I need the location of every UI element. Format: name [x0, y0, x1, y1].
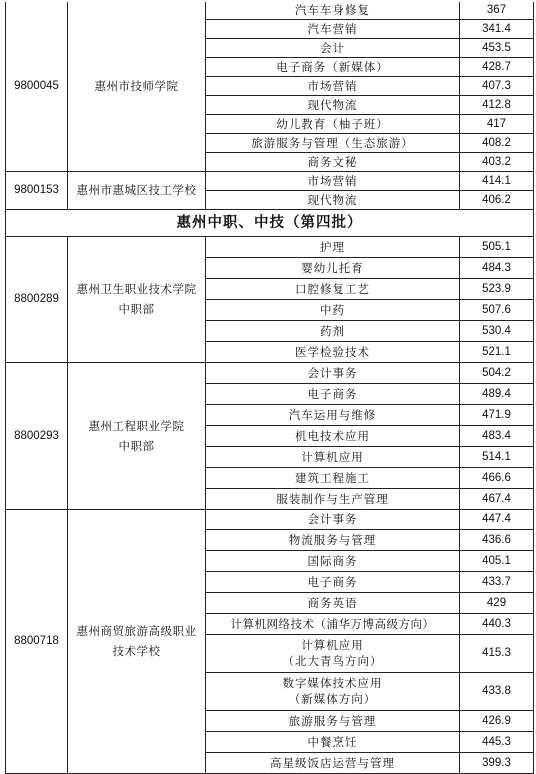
major-name: 会计事务 [206, 362, 460, 383]
major-name: 旅游服务与管理 [206, 710, 460, 731]
score-value: 484.3 [460, 257, 534, 278]
major-name-line2: （新媒体方向） [288, 692, 377, 706]
score-value: 489.4 [460, 383, 534, 404]
major-name: 市场营销 [206, 76, 460, 95]
school-code: 8800289 [6, 236, 68, 362]
score-value: 433.7 [460, 571, 534, 592]
major-name: 市场营销 [206, 171, 460, 190]
score-value: 466.6 [460, 467, 534, 488]
major-name: 会计事务 [206, 509, 460, 529]
score-value: 440.3 [460, 613, 534, 634]
major-name: 建筑工程施工 [206, 467, 460, 488]
school-name [68, 362, 206, 509]
school-name: 惠州市技师学院 [68, 2, 206, 171]
school-name-line2: 技术学校 [112, 644, 161, 658]
admission-score-table [5, 2, 534, 774]
school-name-line2: 中职部 [118, 438, 155, 453]
major-name: 汽车运用与维修 [206, 404, 460, 425]
major-name: 物流服务与管理 [206, 529, 460, 550]
score-value: 367 [460, 2, 534, 19]
major-name: 机电技术应用 [206, 425, 460, 446]
school-code: 8800293 [6, 362, 68, 509]
major-name: 现代物流 [206, 190, 460, 209]
major-name-line1: 数字媒体技术应用 [282, 676, 383, 690]
major-name: 婴幼儿托育 [206, 257, 460, 278]
major-name: 医学检验技术 [206, 341, 460, 362]
score-value: 514.1 [460, 446, 534, 467]
score-value: 507.6 [460, 299, 534, 320]
school-code: 9800153 [6, 171, 68, 209]
score-value: 523.9 [460, 278, 534, 299]
major-name: 商务英语 [206, 592, 460, 613]
score-value: 483.4 [460, 425, 534, 446]
score-value: 447.4 [460, 509, 534, 529]
major-name: 幼儿教育（柚子班） [206, 114, 460, 133]
score-value: 530.4 [460, 320, 534, 341]
score-value: 403.2 [460, 152, 534, 171]
score-value: 426.9 [460, 710, 534, 731]
score-value: 415.3 [460, 634, 534, 672]
score-value: 407.3 [460, 76, 534, 95]
score-value: 412.8 [460, 95, 534, 114]
score-value: 505.1 [460, 236, 534, 257]
major-name: 电子商务（新媒体） [206, 57, 460, 76]
major-name: 护理 [206, 236, 460, 257]
school-name [68, 236, 206, 362]
major-name: 口腔修复工艺 [206, 278, 460, 299]
school-name [68, 509, 206, 773]
score-value: 405.1 [460, 550, 534, 571]
score-value: 436.6 [460, 529, 534, 550]
score-value: 521.1 [460, 341, 534, 362]
score-value: 414.1 [460, 171, 534, 190]
school-name-line2: 中职部 [118, 302, 155, 316]
major-name: 计算机应用 [206, 446, 460, 467]
major-name: 中药 [206, 299, 460, 320]
major-name: 服装制作与生产管理 [206, 488, 460, 509]
major-name: 高星级饭店运营与管理 [206, 752, 460, 773]
school-name: 惠州市惠城区技工学校 [68, 171, 206, 209]
school-name-line1: 惠州商贸旅游高级职业 [76, 624, 197, 638]
score-value: 406.2 [460, 190, 534, 209]
major-name: 汽车车身修复 [206, 2, 460, 19]
score-value: 433.8 [460, 672, 534, 710]
score-value: 471.9 [460, 404, 534, 425]
major-name [206, 634, 460, 672]
score-value: 504.2 [460, 362, 534, 383]
batch-section-title: 惠州中职、中技（第四批） [6, 209, 534, 236]
score-value: 453.5 [460, 38, 534, 57]
major-name: 汽车营销 [206, 19, 460, 38]
major-name: 电子商务 [206, 571, 460, 592]
major-name-line1: 计算机应用 [301, 638, 364, 652]
school-name-line1: 惠州工程职业学院 [88, 418, 185, 433]
major-name: 国际商务 [206, 550, 460, 571]
score-value: 445.3 [460, 731, 534, 752]
major-name: 旅游服务与管理（生态旅游） [206, 133, 460, 152]
school-code: 9800045 [6, 2, 68, 171]
score-value: 399.3 [460, 752, 534, 773]
school-name-line1: 惠州卫生职业技术学院 [76, 282, 197, 296]
score-value: 417 [460, 114, 534, 133]
score-value: 341.4 [460, 19, 534, 38]
score-value: 429 [460, 592, 534, 613]
major-name: 药剂 [206, 320, 460, 341]
major-name: 中餐烹饪 [206, 731, 460, 752]
major-name-line2: （北大青鸟方向） [282, 654, 383, 668]
major-name: 商务文秘 [206, 152, 460, 171]
major-name [206, 672, 460, 710]
major-name: 会计 [206, 38, 460, 57]
score-value: 428.7 [460, 57, 534, 76]
major-name: 现代物流 [206, 95, 460, 114]
major-name: 电子商务 [206, 383, 460, 404]
school-code: 8800718 [6, 509, 68, 773]
score-value: 408.2 [460, 133, 534, 152]
score-value: 467.4 [460, 488, 534, 509]
major-name: 计算机网络技术（浦华万博高级方向） [206, 613, 460, 634]
